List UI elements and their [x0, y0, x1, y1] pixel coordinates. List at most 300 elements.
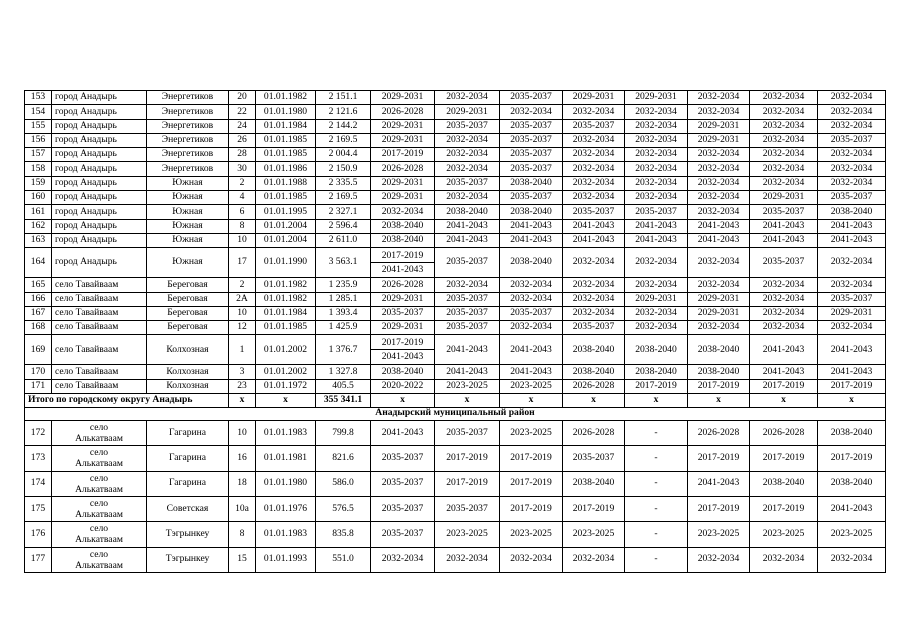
repair-period: 2038-2040: [625, 335, 688, 365]
repair-period: 2038-2040: [563, 471, 625, 496]
repair-period: 2026-2028: [371, 278, 435, 292]
repair-period: 2032-2034: [688, 176, 750, 190]
total-area: 2 596.4: [316, 219, 371, 233]
total-area: 835.8: [316, 522, 371, 547]
repair-period: 2032-2034: [563, 191, 625, 205]
total-area: 1 285.1: [316, 292, 371, 306]
repair-period: 2035-2037: [371, 446, 435, 471]
settlement-type: село: [89, 523, 109, 535]
repair-period-second: 2041-2043: [381, 351, 424, 363]
repair-period: 2035-2037: [435, 292, 500, 306]
repair-period: 2032-2034: [435, 148, 500, 162]
total-cell: х: [688, 394, 750, 408]
street-name: Колхозная: [147, 335, 229, 365]
row-number: 163: [25, 233, 52, 247]
repair-period: 2041-2043: [688, 233, 750, 247]
repair-period: 2035-2037: [625, 205, 688, 219]
total-cell: х: [563, 394, 625, 408]
repair-period: 2029-2031: [371, 119, 435, 133]
repair-period: 2041-2043: [500, 233, 563, 247]
commission-date: 01.01.1986: [256, 162, 316, 176]
settlement-name: город Анадырь: [52, 133, 147, 147]
repair-period: 2035-2037: [750, 205, 818, 219]
repair-period: 2026-2028: [563, 379, 625, 393]
repair-period: 2041-2043: [625, 233, 688, 247]
street-name: Энергетиков: [147, 91, 229, 105]
settlement-name: город Анадырь: [52, 91, 147, 105]
repair-period: 2029-2031: [563, 91, 625, 105]
row-number: 177: [25, 547, 52, 572]
repair-period: 2032-2034: [563, 292, 625, 306]
total-cell: х: [435, 394, 500, 408]
repair-period: 2017-2019: [750, 496, 818, 521]
repair-period: 2041-2043: [500, 219, 563, 233]
street-name: Береговая: [147, 278, 229, 292]
section-title: Анадырский муниципальный район: [25, 407, 886, 421]
total-cell: х: [229, 394, 256, 408]
total-area: 586.0: [316, 471, 371, 496]
house-number: 3: [229, 365, 256, 379]
row-number: 155: [25, 119, 52, 133]
repair-period: 2032-2034: [818, 176, 886, 190]
settlement-name: город Анадырь: [52, 119, 147, 133]
settlement-name: город Анадырь: [52, 176, 147, 190]
house-number: 24: [229, 119, 256, 133]
row-number: 161: [25, 205, 52, 219]
settlement-title: Алькатваам: [75, 483, 123, 495]
table-row: [25, 219, 886, 233]
commission-date: 01.01.2004: [256, 233, 316, 247]
repair-period: 2038-2040: [371, 233, 435, 247]
street-name: Береговая: [147, 292, 229, 306]
street-name: Колхозная: [147, 365, 229, 379]
repair-period: 2035-2037: [371, 306, 435, 320]
settlement-name: город Анадырь: [52, 205, 147, 219]
commission-date: 01.01.1980: [256, 471, 316, 496]
settlement-title: Алькатваам: [75, 509, 123, 521]
house-number: 1: [229, 335, 256, 365]
table-row: [25, 365, 886, 379]
total-cell: х: [625, 394, 688, 408]
repair-period: 2032-2034: [818, 321, 886, 335]
commission-date: 01.01.1984: [256, 306, 316, 320]
row-number: 154: [25, 105, 52, 119]
commission-date: 01.01.1980: [256, 105, 316, 119]
housing-repair-schedule-table: [24, 90, 886, 573]
table-row: [25, 105, 886, 119]
row-number: 176: [25, 522, 52, 547]
repair-period: 2017-2019: [500, 446, 563, 471]
settlement-name: город Анадырь: [52, 248, 147, 278]
house-number: 2: [229, 176, 256, 190]
repair-period: 2041-2043: [750, 233, 818, 247]
table-row: [25, 148, 886, 162]
repair-period: 2041-2043: [563, 219, 625, 233]
repair-period: 2032-2034: [563, 176, 625, 190]
commission-date: 01.01.1983: [256, 421, 316, 446]
repair-period: 2032-2034: [750, 162, 818, 176]
repair-period: 2029-2031: [818, 306, 886, 320]
repair-period: 2041-2043: [818, 233, 886, 247]
settlement-title: Алькатваам: [75, 458, 123, 470]
street-name: Береговая: [147, 321, 229, 335]
repair-period: 2032-2034: [750, 547, 818, 572]
settlement-name: [52, 496, 147, 521]
total-area: 2 121.6: [316, 105, 371, 119]
row-number: 162: [25, 219, 52, 233]
repair-period: 2035-2037: [435, 176, 500, 190]
repair-period: 2029-2031: [371, 176, 435, 190]
commission-date: 01.01.1982: [256, 278, 316, 292]
repair-period: 2038-2040: [625, 365, 688, 379]
repair-period: 2038-2040: [750, 471, 818, 496]
house-number: 23: [229, 379, 256, 393]
repair-period: 2026-2028: [371, 105, 435, 119]
table-row: [25, 119, 886, 133]
settlement-name: [52, 446, 147, 471]
repair-period: 2032-2034: [500, 292, 563, 306]
total-area: 1 376.7: [316, 335, 371, 365]
repair-period: 2038-2040: [818, 421, 886, 446]
house-number: 28: [229, 148, 256, 162]
repair-period: 2032-2034: [688, 278, 750, 292]
row-number: 173: [25, 446, 52, 471]
table-row: [25, 547, 886, 572]
repair-period: 2026-2028: [688, 421, 750, 446]
settlement-name: город Анадырь: [52, 162, 147, 176]
repair-period: 2038-2040: [818, 205, 886, 219]
row-number: 158: [25, 162, 52, 176]
street-name: Энергетиков: [147, 148, 229, 162]
commission-date: 01.01.1995: [256, 205, 316, 219]
settlement-name: село Тавайваам: [52, 321, 147, 335]
settlement-name: село Тавайваам: [52, 292, 147, 306]
commission-date: 01.01.1984: [256, 119, 316, 133]
repair-period: 2017-2019: [750, 379, 818, 393]
repair-period: 2023-2025: [500, 421, 563, 446]
repair-period: 2017-2019: [563, 496, 625, 521]
total-area: 2 327.1: [316, 205, 371, 219]
repair-period: 2032-2034: [435, 278, 500, 292]
repair-period: 2023-2025: [500, 522, 563, 547]
repair-period: 2035-2037: [371, 522, 435, 547]
repair-period: 2032-2034: [818, 278, 886, 292]
repair-period: 2032-2034: [563, 133, 625, 147]
table-row: [25, 306, 886, 320]
repair-period: 2032-2034: [750, 292, 818, 306]
table-row: [25, 522, 886, 547]
repair-period: 2035-2037: [435, 421, 500, 446]
table-row: [25, 421, 886, 446]
commission-date: 01.01.1990: [256, 248, 316, 278]
house-number: 10: [229, 421, 256, 446]
repair-period: 2032-2034: [625, 105, 688, 119]
settlement-name: [52, 421, 147, 446]
total-area: 799.8: [316, 421, 371, 446]
repair-period: 2029-2031: [371, 133, 435, 147]
repair-period: 2032-2034: [500, 547, 563, 572]
row-number: 160: [25, 191, 52, 205]
repair-period: 2035-2037: [500, 162, 563, 176]
repair-period: 2032-2034: [625, 278, 688, 292]
settlement-name: [52, 547, 147, 572]
repair-period: 2035-2037: [435, 119, 500, 133]
total-area: 2 150.9: [316, 162, 371, 176]
repair-period: 2038-2040: [563, 335, 625, 365]
street-name: Южная: [147, 176, 229, 190]
repair-period: 2041-2043: [435, 335, 500, 365]
repair-period: 2032-2034: [750, 278, 818, 292]
total-area: 576.5: [316, 496, 371, 521]
repair-period: 2035-2037: [435, 306, 500, 320]
settlement-name: [52, 522, 147, 547]
repair-period: 2035-2037: [750, 248, 818, 278]
street-name: Энергетиков: [147, 162, 229, 176]
row-number: 167: [25, 306, 52, 320]
house-number: 4: [229, 191, 256, 205]
row-number: 168: [25, 321, 52, 335]
repair-period: 2020-2022: [371, 379, 435, 393]
repair-period: 2023-2025: [818, 522, 886, 547]
settlement-type: село: [89, 472, 109, 484]
house-number: 10: [229, 233, 256, 247]
repair-period: 2032-2034: [688, 321, 750, 335]
settlement-name: село Тавайваам: [52, 379, 147, 393]
section-header-row: [25, 407, 886, 421]
total-cell: х: [371, 394, 435, 408]
house-number: 17: [229, 248, 256, 278]
settlement-name: город Анадырь: [52, 233, 147, 247]
repair-period: 2032-2034: [563, 278, 625, 292]
house-number: 16: [229, 446, 256, 471]
repair-period: 2032-2034: [435, 162, 500, 176]
commission-date: 01.01.1993: [256, 547, 316, 572]
repair-period: 2017-2019: [500, 471, 563, 496]
total-area: 2 611.0: [316, 233, 371, 247]
repair-period: 2041-2043: [818, 365, 886, 379]
table-row: [25, 162, 886, 176]
table-row: [25, 91, 886, 105]
commission-date: 01.01.2004: [256, 219, 316, 233]
repair-period: 2035-2037: [500, 191, 563, 205]
repair-period: 2032-2034: [435, 191, 500, 205]
table-row: [25, 446, 886, 471]
repair-period: 2029-2031: [435, 105, 500, 119]
repair-period: 2017-2019: [818, 379, 886, 393]
repair-period: 2029-2031: [688, 119, 750, 133]
row-number: 157: [25, 148, 52, 162]
repair-period: 2032-2034: [625, 191, 688, 205]
repair-period: 2032-2034: [818, 248, 886, 278]
row-number: 171: [25, 379, 52, 393]
total-area: 551.0: [316, 547, 371, 572]
commission-date: 01.01.1982: [256, 91, 316, 105]
repair-period: 2032-2034: [750, 148, 818, 162]
repair-period: 2017-2019: [818, 446, 886, 471]
house-number: 8: [229, 522, 256, 547]
street-name: Энергетиков: [147, 105, 229, 119]
repair-period: 2038-2040: [371, 365, 435, 379]
total-label: Итого по городскому округу Анадырь: [25, 394, 229, 408]
repair-period: 2032-2034: [371, 547, 435, 572]
repair-period: 2032-2034: [435, 133, 500, 147]
commission-date: 01.01.1985: [256, 133, 316, 147]
repair-period: -: [625, 421, 688, 446]
commission-date: 01.01.1972: [256, 379, 316, 393]
repair-period: 2032-2034: [435, 91, 500, 105]
commission-date: 01.01.2002: [256, 335, 316, 365]
repair-period: -: [625, 446, 688, 471]
house-number: 12: [229, 321, 256, 335]
row-number: 159: [25, 176, 52, 190]
repair-period: 2035-2037: [563, 205, 625, 219]
row-number: 175: [25, 496, 52, 521]
repair-period: 2032-2034: [818, 547, 886, 572]
repair-period: 2029-2031: [625, 292, 688, 306]
street-name: Южная: [147, 248, 229, 278]
table-row: [25, 278, 886, 292]
repair-period: 2038-2040: [818, 471, 886, 496]
row-number: 169: [25, 335, 52, 365]
house-number: 6: [229, 205, 256, 219]
repair-period: 2032-2034: [818, 148, 886, 162]
repair-period: 2017-2019: [435, 471, 500, 496]
repair-period: 2032-2034: [625, 148, 688, 162]
repair-period: 2041-2043: [435, 365, 500, 379]
repair-period: 2035-2037: [500, 91, 563, 105]
total-cell: х: [750, 394, 818, 408]
total-area: 1 327.8: [316, 365, 371, 379]
total-area: 1 425.9: [316, 321, 371, 335]
repair-period: 2032-2034: [371, 205, 435, 219]
settlement-title: Алькатваам: [75, 559, 123, 571]
repair-period: 2023-2025: [435, 522, 500, 547]
repair-period: 2032-2034: [563, 248, 625, 278]
repair-period: 2041-2043: [688, 219, 750, 233]
table-row: [25, 248, 886, 278]
total-area: 2 169.5: [316, 133, 371, 147]
house-number: 22: [229, 105, 256, 119]
row-number: 153: [25, 91, 52, 105]
repair-period: 2041-2043: [818, 219, 886, 233]
house-number: 8: [229, 219, 256, 233]
repair-period: 2038-2040: [500, 176, 563, 190]
repair-period: 2032-2034: [563, 547, 625, 572]
table-row: [25, 133, 886, 147]
repair-period: 2026-2028: [371, 162, 435, 176]
repair-period: 2041-2043: [625, 219, 688, 233]
repair-period: 2017-2019: [371, 148, 435, 162]
house-number: 10: [229, 306, 256, 320]
repair-period: 2032-2034: [750, 321, 818, 335]
repair-period: 2032-2034: [625, 162, 688, 176]
repair-period: 2017-2019: [625, 379, 688, 393]
total-area: 2 335.5: [316, 176, 371, 190]
repair-period: 2032-2034: [818, 91, 886, 105]
repair-period: 2023-2025: [563, 522, 625, 547]
settlement-name: город Анадырь: [52, 219, 147, 233]
repair-period: 2032-2034: [688, 162, 750, 176]
settlement-name: село Тавайваам: [52, 335, 147, 365]
settlement-name: город Анадырь: [52, 148, 147, 162]
house-number: 10а: [229, 496, 256, 521]
repair-period: 2032-2034: [500, 278, 563, 292]
repair-period: 2035-2037: [563, 446, 625, 471]
repair-period: 2032-2034: [500, 321, 563, 335]
settlement-name: [52, 471, 147, 496]
repair-period: 2029-2031: [750, 191, 818, 205]
settlement-type: село: [89, 498, 109, 510]
total-cell: х: [256, 394, 316, 408]
total-area: 1 235.9: [316, 278, 371, 292]
repair-period: 2017-2019: [688, 496, 750, 521]
total-area: 2 004.4: [316, 148, 371, 162]
repair-period: 2029-2031: [688, 292, 750, 306]
commission-date: 01.01.1985: [256, 191, 316, 205]
total-area: 1 393.4: [316, 306, 371, 320]
repair-period: 2041-2043: [688, 471, 750, 496]
repair-period: 2038-2040: [688, 335, 750, 365]
commission-date: 01.01.1988: [256, 176, 316, 190]
repair-period: 2032-2034: [563, 306, 625, 320]
table-row: [25, 191, 886, 205]
repair-period: 2023-2025: [500, 379, 563, 393]
repair-period: 2029-2031: [371, 292, 435, 306]
settlement-title: Алькатваам: [75, 433, 123, 445]
commission-date: 01.01.1985: [256, 148, 316, 162]
repair-period: 2041-2043: [500, 365, 563, 379]
repair-period: 2032-2034: [688, 191, 750, 205]
repair-period: 2017-2019: [750, 446, 818, 471]
repair-period: 2032-2034: [625, 321, 688, 335]
repair-period: 2023-2025: [435, 379, 500, 393]
repair-period: 2032-2034: [688, 105, 750, 119]
repair-period: 2029-2031: [688, 133, 750, 147]
repair-period: 2032-2034: [750, 306, 818, 320]
repair-period: 2029-2031: [371, 191, 435, 205]
total-area: 2 151.1: [316, 91, 371, 105]
settlement-name: село Тавайваам: [52, 278, 147, 292]
repair-period: 2035-2037: [500, 133, 563, 147]
repair-period: 2032-2034: [750, 176, 818, 190]
commission-date: 01.01.1981: [256, 446, 316, 471]
house-number: 18: [229, 471, 256, 496]
street-name: Южная: [147, 205, 229, 219]
repair-period: 2032-2034: [750, 105, 818, 119]
repair-period: 2035-2037: [563, 119, 625, 133]
repair-period: 2035-2037: [435, 496, 500, 521]
settlement-type: село: [89, 447, 109, 459]
repair-period: 2029-2031: [371, 91, 435, 105]
settlement-type: село: [89, 422, 109, 434]
house-number: 15: [229, 547, 256, 572]
street-name: Энергетиков: [147, 119, 229, 133]
repair-period: 2032-2034: [625, 119, 688, 133]
repair-period: 2026-2028: [563, 421, 625, 446]
repair-period: 2026-2028: [750, 421, 818, 446]
row-number: 164: [25, 248, 52, 278]
row-number: 156: [25, 133, 52, 147]
street-name: Южная: [147, 191, 229, 205]
repair-period: 2038-2040: [371, 219, 435, 233]
repair-period: 2035-2037: [500, 148, 563, 162]
settlement-name: село Тавайваам: [52, 365, 147, 379]
repair-period: 2035-2037: [371, 496, 435, 521]
repair-period: 2032-2034: [625, 306, 688, 320]
repair-period: 2017-2019: [688, 379, 750, 393]
total-area: 2 144.2: [316, 119, 371, 133]
repair-period: 2017-2019: [688, 446, 750, 471]
